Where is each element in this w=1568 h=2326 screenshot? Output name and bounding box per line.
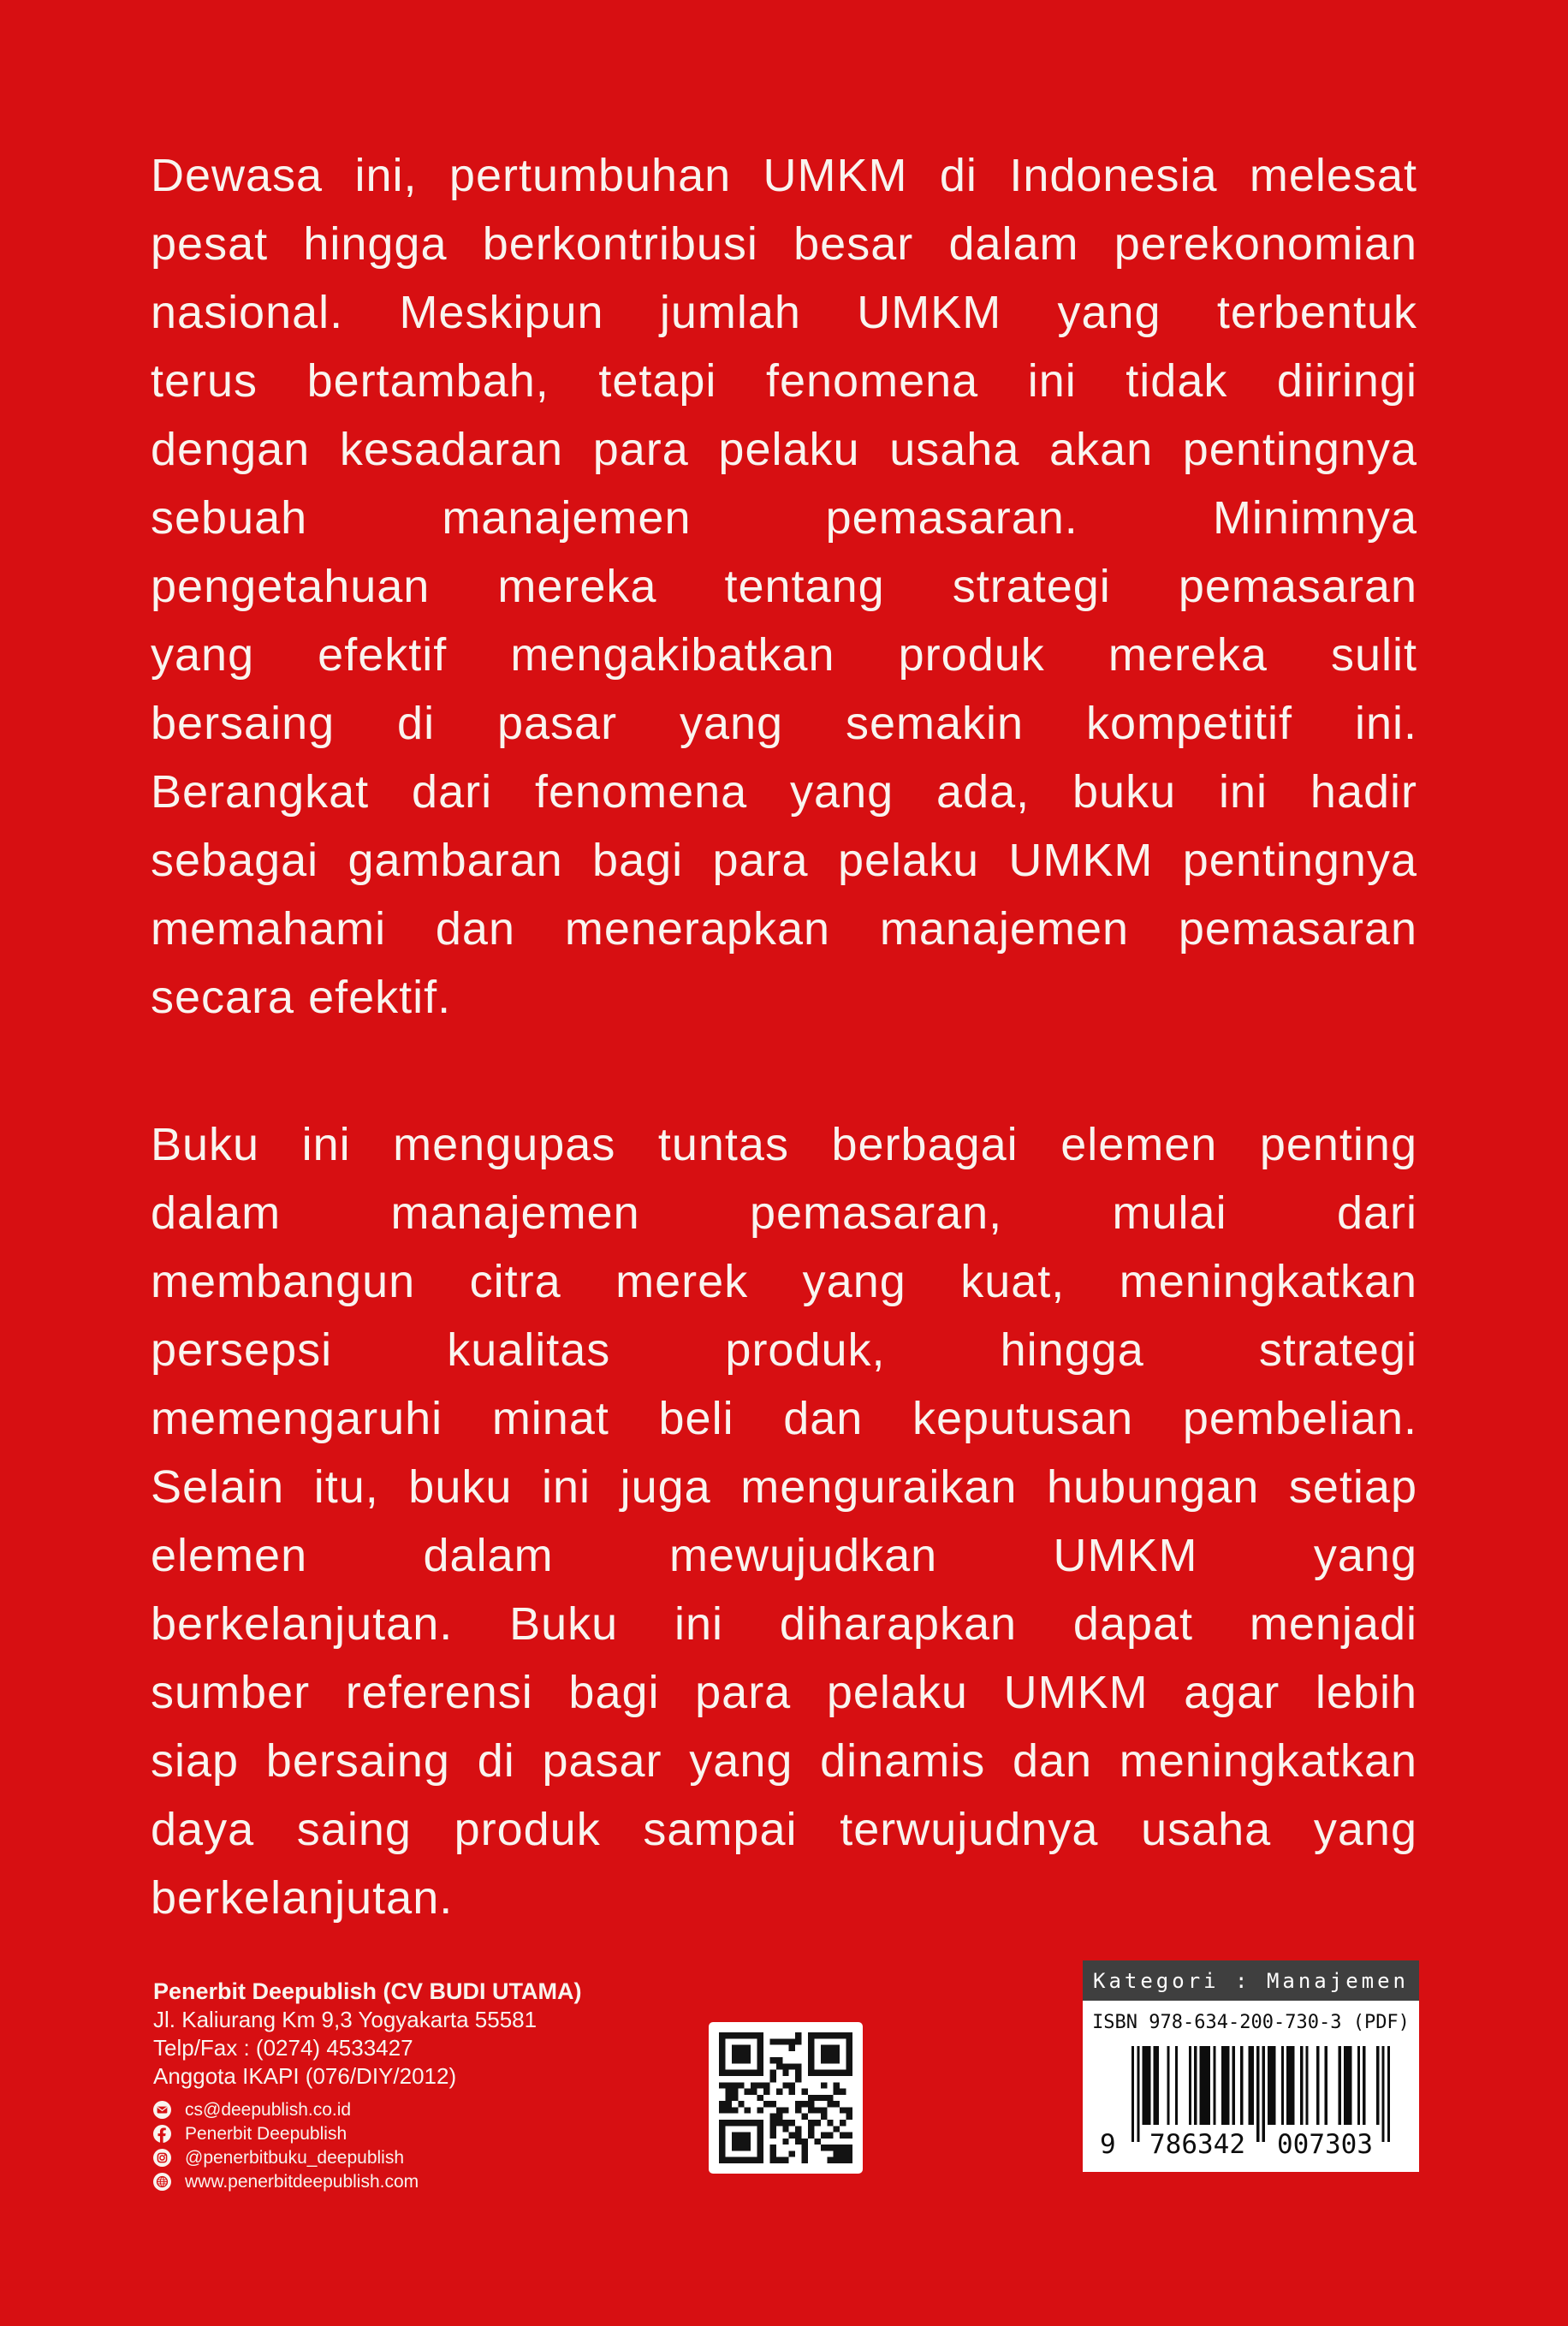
globe-icon [153, 2173, 171, 2191]
text-line: memahami dan menerapkan manajemen pemasaran [151, 903, 1417, 955]
contact-row-email [153, 2101, 582, 2119]
text-line: dengan kesadaran para pelaku usaha akan pentingnya [151, 424, 1417, 475]
text-line: siap bersaing di pasar yang dinamis dan meningkatkan [151, 1735, 1417, 1787]
text-line: Selain itu, buku ini juga menguraikan hubungan setiap [151, 1461, 1417, 1513]
contact-row-instagram [153, 2149, 582, 2167]
publisher-name: Penerbit Deepublish (CV BUDI UTAMA) [153, 1978, 582, 2004]
text-line: yang efektif mengakibatkan produk mereka sulit [151, 629, 1417, 681]
text-line: daya saing produk sampai terwujudnya usaha yang [151, 1804, 1417, 1855]
contact-row-website [153, 2173, 582, 2191]
isbn-barcode-block [1083, 1960, 1419, 2172]
text-line: berkelanjutan. Buku ini diharapkan dapat menjadi [151, 1598, 1417, 1650]
text-line: berkelanjutan. [151, 1872, 454, 1924]
publisher-block [153, 1978, 582, 2191]
category-badge: Kategori : Manajemen [1083, 1960, 1419, 2001]
text-line: Buku ini mengupas tuntas berbagai elemen penting [151, 1119, 1417, 1170]
contact-row-facebook [153, 2125, 582, 2143]
contact-label: www.penerbitdeepublish.com [185, 2172, 419, 2192]
text-line: nasional. Meskipun jumlah UMKM yang terbentuk [151, 287, 1417, 338]
barcode-digit-group: 9 [1100, 2131, 1126, 2158]
publisher-address: Jl. Kaliurang Km 9,3 Yogyakarta 55581 [153, 2007, 538, 2032]
text-line: secara efektif. [151, 972, 452, 1023]
text-line: persepsi kualitas produk, hingga strategi [151, 1324, 1417, 1376]
synopsis-paragraph-1 [151, 141, 1417, 1032]
publisher-phone: Telp/Fax : (0274) 4533427 [153, 2035, 413, 2061]
barcode-bars [1131, 2046, 1390, 2142]
instagram-icon [153, 2149, 171, 2167]
text-line: pengetahuan mereka tentang strategi pemasaran [151, 561, 1417, 612]
text-line: dalam manajemen pemasaran, mulai dari [151, 1187, 1417, 1239]
text-line: membangun citra merek yang kuat, meningkatkan [151, 1256, 1417, 1307]
facebook-icon [153, 2125, 171, 2143]
synopsis [151, 141, 1417, 1932]
contact-label: cs@deepublish.co.id [185, 2100, 352, 2120]
email-icon [153, 2101, 171, 2119]
contact-label: Penerbit Deepublish [185, 2124, 347, 2144]
text-line: elemen dalam mewujudkan UMKM yang [151, 1530, 1417, 1581]
barcode-digit-group: 007303 [1268, 2131, 1381, 2158]
qr-code [709, 2022, 863, 2174]
text-line: Dewasa ini, pertumbuhan UMKM di Indonesia melesat [151, 150, 1417, 201]
text-line: memengaruhi minat beli dan keputusan pembelian. [151, 1393, 1417, 1444]
barcode-digit-group: 786342 [1141, 2131, 1254, 2158]
text-line: sebuah manajemen pemasaran. Minimnya [151, 492, 1417, 544]
isbn-label: ISBN 978-634-200-730-3 (PDF) [1092, 2012, 1410, 2033]
ean-barcode [1083, 2001, 1419, 2172]
text-line: sebagai gambaran bagi para pelaku UMKM pentingnya [151, 835, 1417, 886]
publisher-membership: Anggota IKAPI (076/DIY/2012) [153, 2063, 457, 2089]
text-line: sumber referensi bagi para pelaku UMKM agar lebih [151, 1667, 1417, 1718]
text-line: terus bertambah, tetapi fenomena ini tidak diiringi [151, 355, 1417, 407]
text-line: bersaing di pasar yang semakin kompetitif ini. [151, 698, 1417, 749]
contact-label: @penerbitbuku_deepublish [185, 2148, 405, 2168]
text-line: pesat hingga berkontribusi besar dalam perekonomian [151, 218, 1417, 270]
text-line: Berangkat dari fenomena yang ada, buku ini hadir [151, 766, 1417, 818]
publisher-contacts [153, 2101, 582, 2191]
synopsis-paragraph-2 [151, 1110, 1417, 1932]
